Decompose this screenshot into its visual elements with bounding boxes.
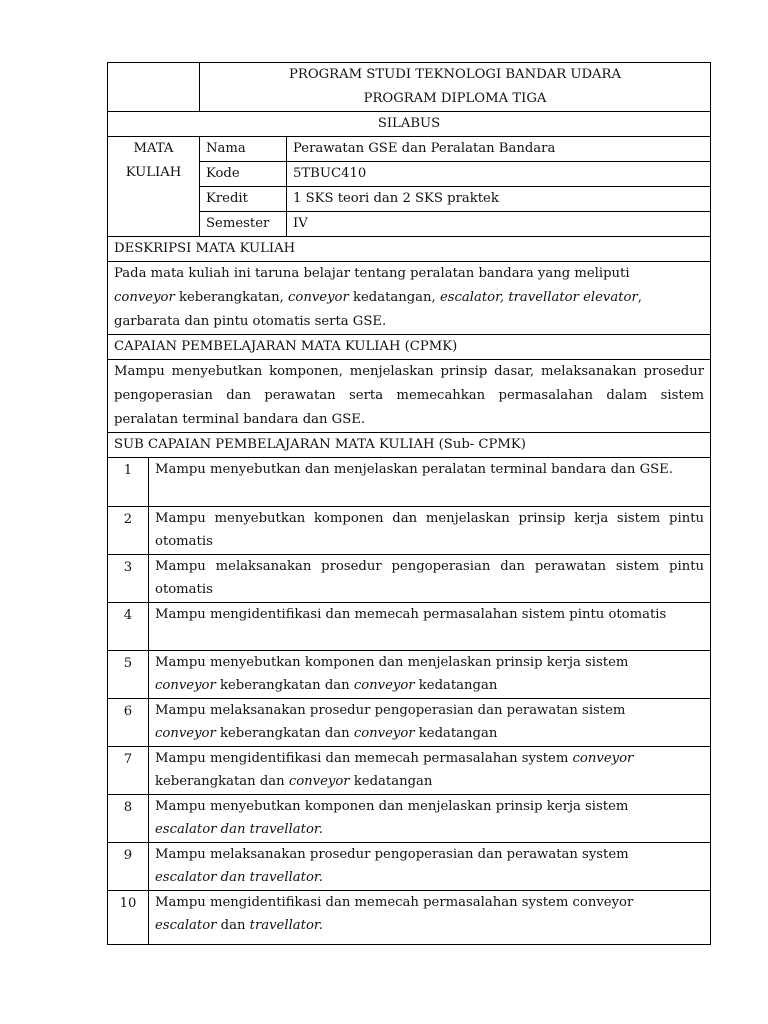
field-key: Nama [200, 137, 287, 162]
subcpmk-item: 2 Mampu menyebutkan komponen dan menjelaskan prinsip kerja sistem pintu otomatis [108, 506, 711, 554]
mata-kuliah-label: MATA KULIAH [108, 137, 200, 237]
program-header [200, 63, 711, 112]
program-title: PROGRAM STUDI TEKNOLOGI BANDAR UDARA [289, 67, 621, 82]
subcpmk-item: 6 Mampu melaksanakan prosedur pengoperasian dan perawatan sistem conveyor keberangkatan dan conveyor kedatangan [108, 698, 711, 746]
subcpmk-item: 3 Mampu melaksanakan prosedur pengoperasian dan perawatan sistem pintu otomatis [108, 554, 711, 602]
field-value: IV [287, 212, 711, 237]
program-subtitle: PROGRAM DIPLOMA TIGA [363, 91, 547, 106]
cpmk-text: Mampu menyebutkan komponen, menjelaskan prinsip dasar, melaksanakan prosedur pengoperasian dan perawatan serta memecahkan permasalahan dalam sistem peralatan terminal bandara dan GSE. [108, 360, 711, 433]
field-key: Semester [200, 212, 287, 237]
subcpmk-item: 1 Mampu menyebutkan dan menjelaskan peralatan terminal bandara dan GSE. [108, 458, 711, 506]
program-header-row [108, 63, 711, 112]
field-value: 5TBUC410 [287, 162, 711, 187]
section-heading: CAPAIAN PEMBELAJARAN MATA KULIAH (CPMK) [108, 335, 711, 360]
deskripsi-text: Pada mata kuliah ini taruna belajar tentang peralatan bandara yang meliputi conveyor keberangkatan, conveyor kedatangan, escalator, travellator elevator, garbarata dan pintu otomatis serta GSE. [108, 262, 711, 335]
course-row-nama [108, 137, 711, 162]
field-key: Kredit [200, 187, 287, 212]
subcpmk-item: 9 Mampu melaksanakan prosedur pengoperasian dan perawatan system escalator dan travellator. [108, 842, 711, 890]
logo-cell [108, 63, 200, 112]
subcpmk-item: 7 Mampu mengidentifikasi dan memecah permasalahan system conveyor keberangkatan dan conveyor kedatangan [108, 746, 711, 794]
deskripsi-heading-row [108, 237, 711, 262]
cpmk-text-row [108, 360, 711, 433]
silabus-row [108, 112, 711, 137]
syllabus-table [107, 62, 711, 458]
subcpmk-item: 5 Mampu menyebutkan komponen dan menjelaskan prinsip kerja sistem conveyor keberangkatan dan conveyor kedatangan [108, 650, 711, 698]
field-key: Kode [200, 162, 287, 187]
deskripsi-text-row [108, 262, 711, 335]
field-value: 1 SKS teori dan 2 SKS praktek [287, 187, 711, 212]
subcpmk-item: 8 Mampu menyebutkan komponen dan menjelaskan prinsip kerja sistem escalator dan travellator. [108, 794, 711, 842]
subcpmk-table [107, 458, 711, 945]
cpmk-heading-row [108, 335, 711, 360]
section-heading: DESKRIPSI MATA KULIAH [108, 237, 711, 262]
subcpmk-item: 10 Mampu mengidentifikasi dan memecah permasalahan system conveyor escalator dan travellator. [108, 890, 711, 944]
section-heading: SUB CAPAIAN PEMBELAJARAN MATA KULIAH (Sub- CPMK) [108, 433, 711, 458]
subcpmk-heading-row [108, 433, 711, 458]
field-value: Perawatan GSE dan Peralatan Bandara [287, 137, 711, 162]
subcpmk-item: 4 Mampu mengidentifikasi dan memecah permasalahan sistem pintu otomatis [108, 602, 711, 650]
syllabus-document [107, 62, 710, 945]
silabus-title: SILABUS [108, 112, 711, 137]
